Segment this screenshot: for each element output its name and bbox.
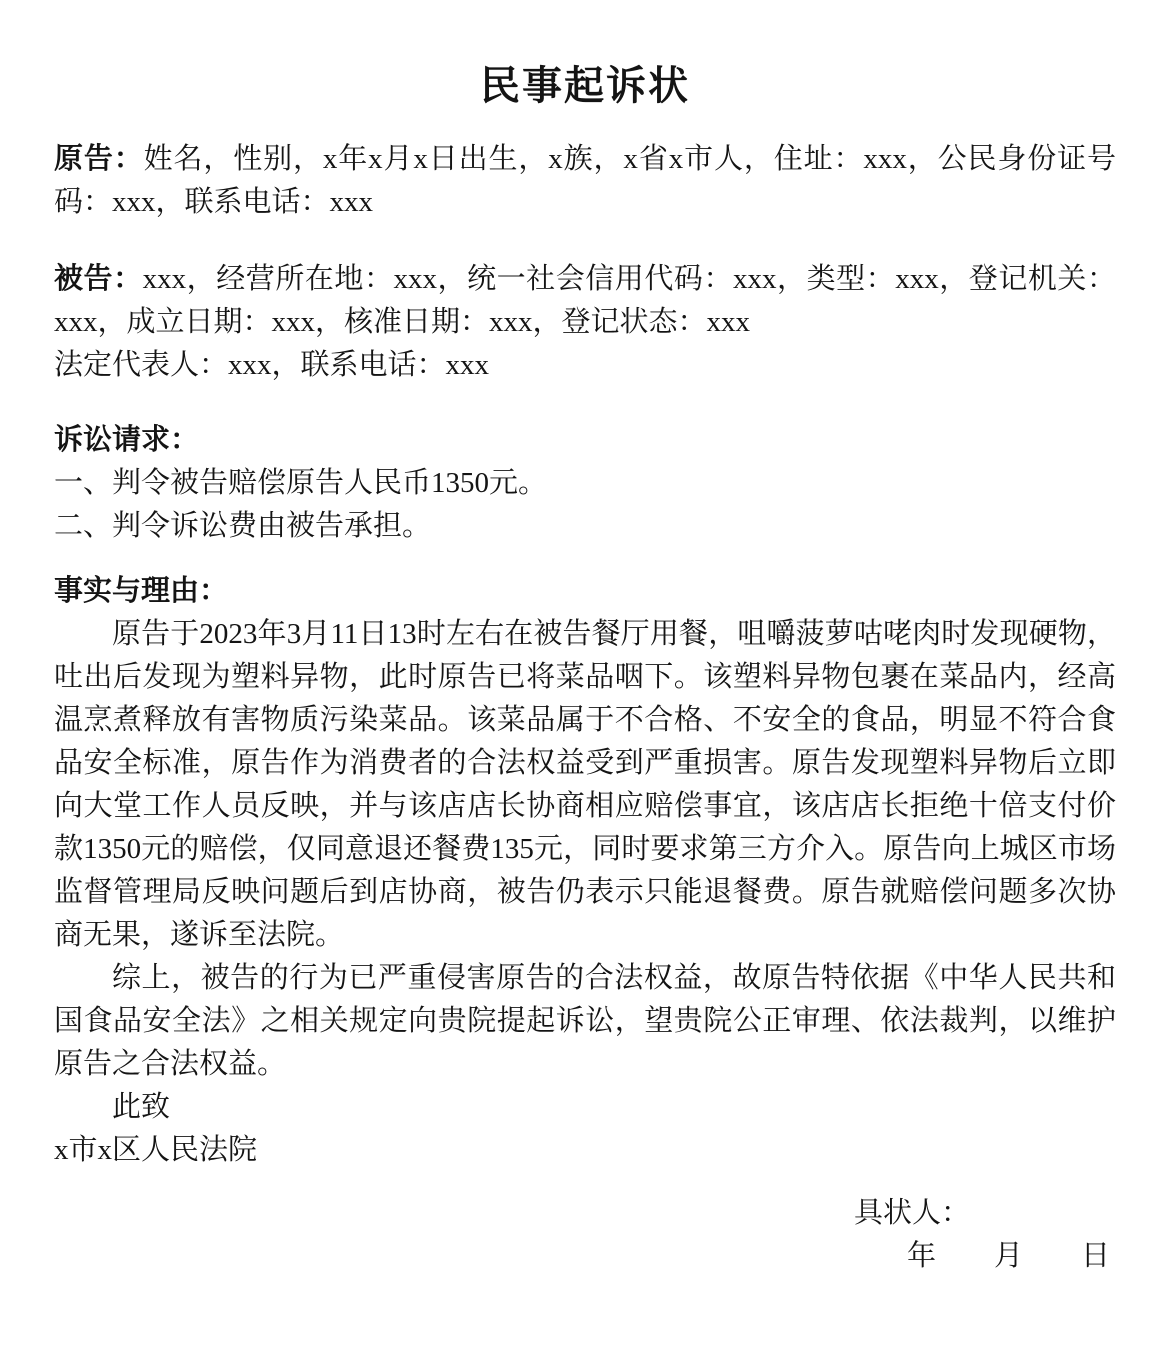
- court-name-line: x市x区人民法院: [54, 1134, 258, 1166]
- claim-item-2: 二、判令诉讼费由被告承担。: [54, 510, 432, 542]
- plaintiff-info-text: 姓名，性别，x年x月x日出生，x族，x省x市人，住址：xxx，公民身份证号码：xxx，联系电话：xxx: [54, 143, 1116, 218]
- section-gap: [54, 387, 1116, 419]
- claim-item-1: 一、判令被告赔偿原告人民币1350元。: [54, 467, 548, 499]
- signature-block: [54, 1192, 1116, 1278]
- legal-representative-line: 法定代表人：xxx，联系电话：xxx: [54, 349, 490, 381]
- facts-paragraph-1: 原告于2023年3月11日13时左右在被告餐厅用餐，咀嚼菠萝咕咾肉时发现硬物，吐出后发现为塑料异物，此时原告已将菜品咽下。该塑料异物包裹在菜品内，经高温烹煮释放有害物质污染菜品。该菜品属于不合格、不安全的食品，明显不符合食品安全标准，原告作为消费者的合法权益受到严重损害。原告发现塑料异物后立即向大堂工作人员反映，并与该店店长协商相应赔偿事宜，该店店长拒绝十倍支付价款1350元的赔偿，仅同意退还餐费135元，同时要求第三方介入。原告向上城区市场监督管理局反映问题后到店协商，被告仍表示只能退餐费。原告就赔偿问题多次协商无果，遂诉至法院。: [54, 618, 1116, 951]
- claims-heading: 诉讼请求：: [54, 424, 200, 456]
- section-gap: [54, 1172, 1116, 1192]
- defendant-paragraph: [54, 258, 1116, 344]
- plaintiff-label: 原告：: [54, 143, 144, 175]
- defendant-label: 被告：: [54, 263, 143, 295]
- plaintiff-paragraph: [54, 138, 1116, 224]
- date-line: 年 月 日: [906, 1240, 1110, 1272]
- closing-salute: 此致: [112, 1091, 171, 1123]
- signatory-label: 具状人：: [853, 1197, 970, 1229]
- facts-paragraph-2: 综上，被告的行为已严重侵害原告的合法权益，故原告特依据《中华人民共和国食品安全法》之相关规定向贵院提起诉讼，望贵院公正审理、依法裁判，以维护原告之合法权益。: [54, 962, 1116, 1080]
- facts-heading: 事实与理由：: [54, 575, 229, 607]
- section-gap: [54, 224, 1116, 258]
- section-gap: [54, 548, 1116, 570]
- defendant-info-text: xxx，经营所在地：xxx，统一社会信用代码：xxx，类型：xxx，登记机关：xxx，成立日期：xxx，核准日期：xxx，登记状态：xxx: [54, 263, 1116, 338]
- document-title: 民事起诉状: [480, 63, 690, 108]
